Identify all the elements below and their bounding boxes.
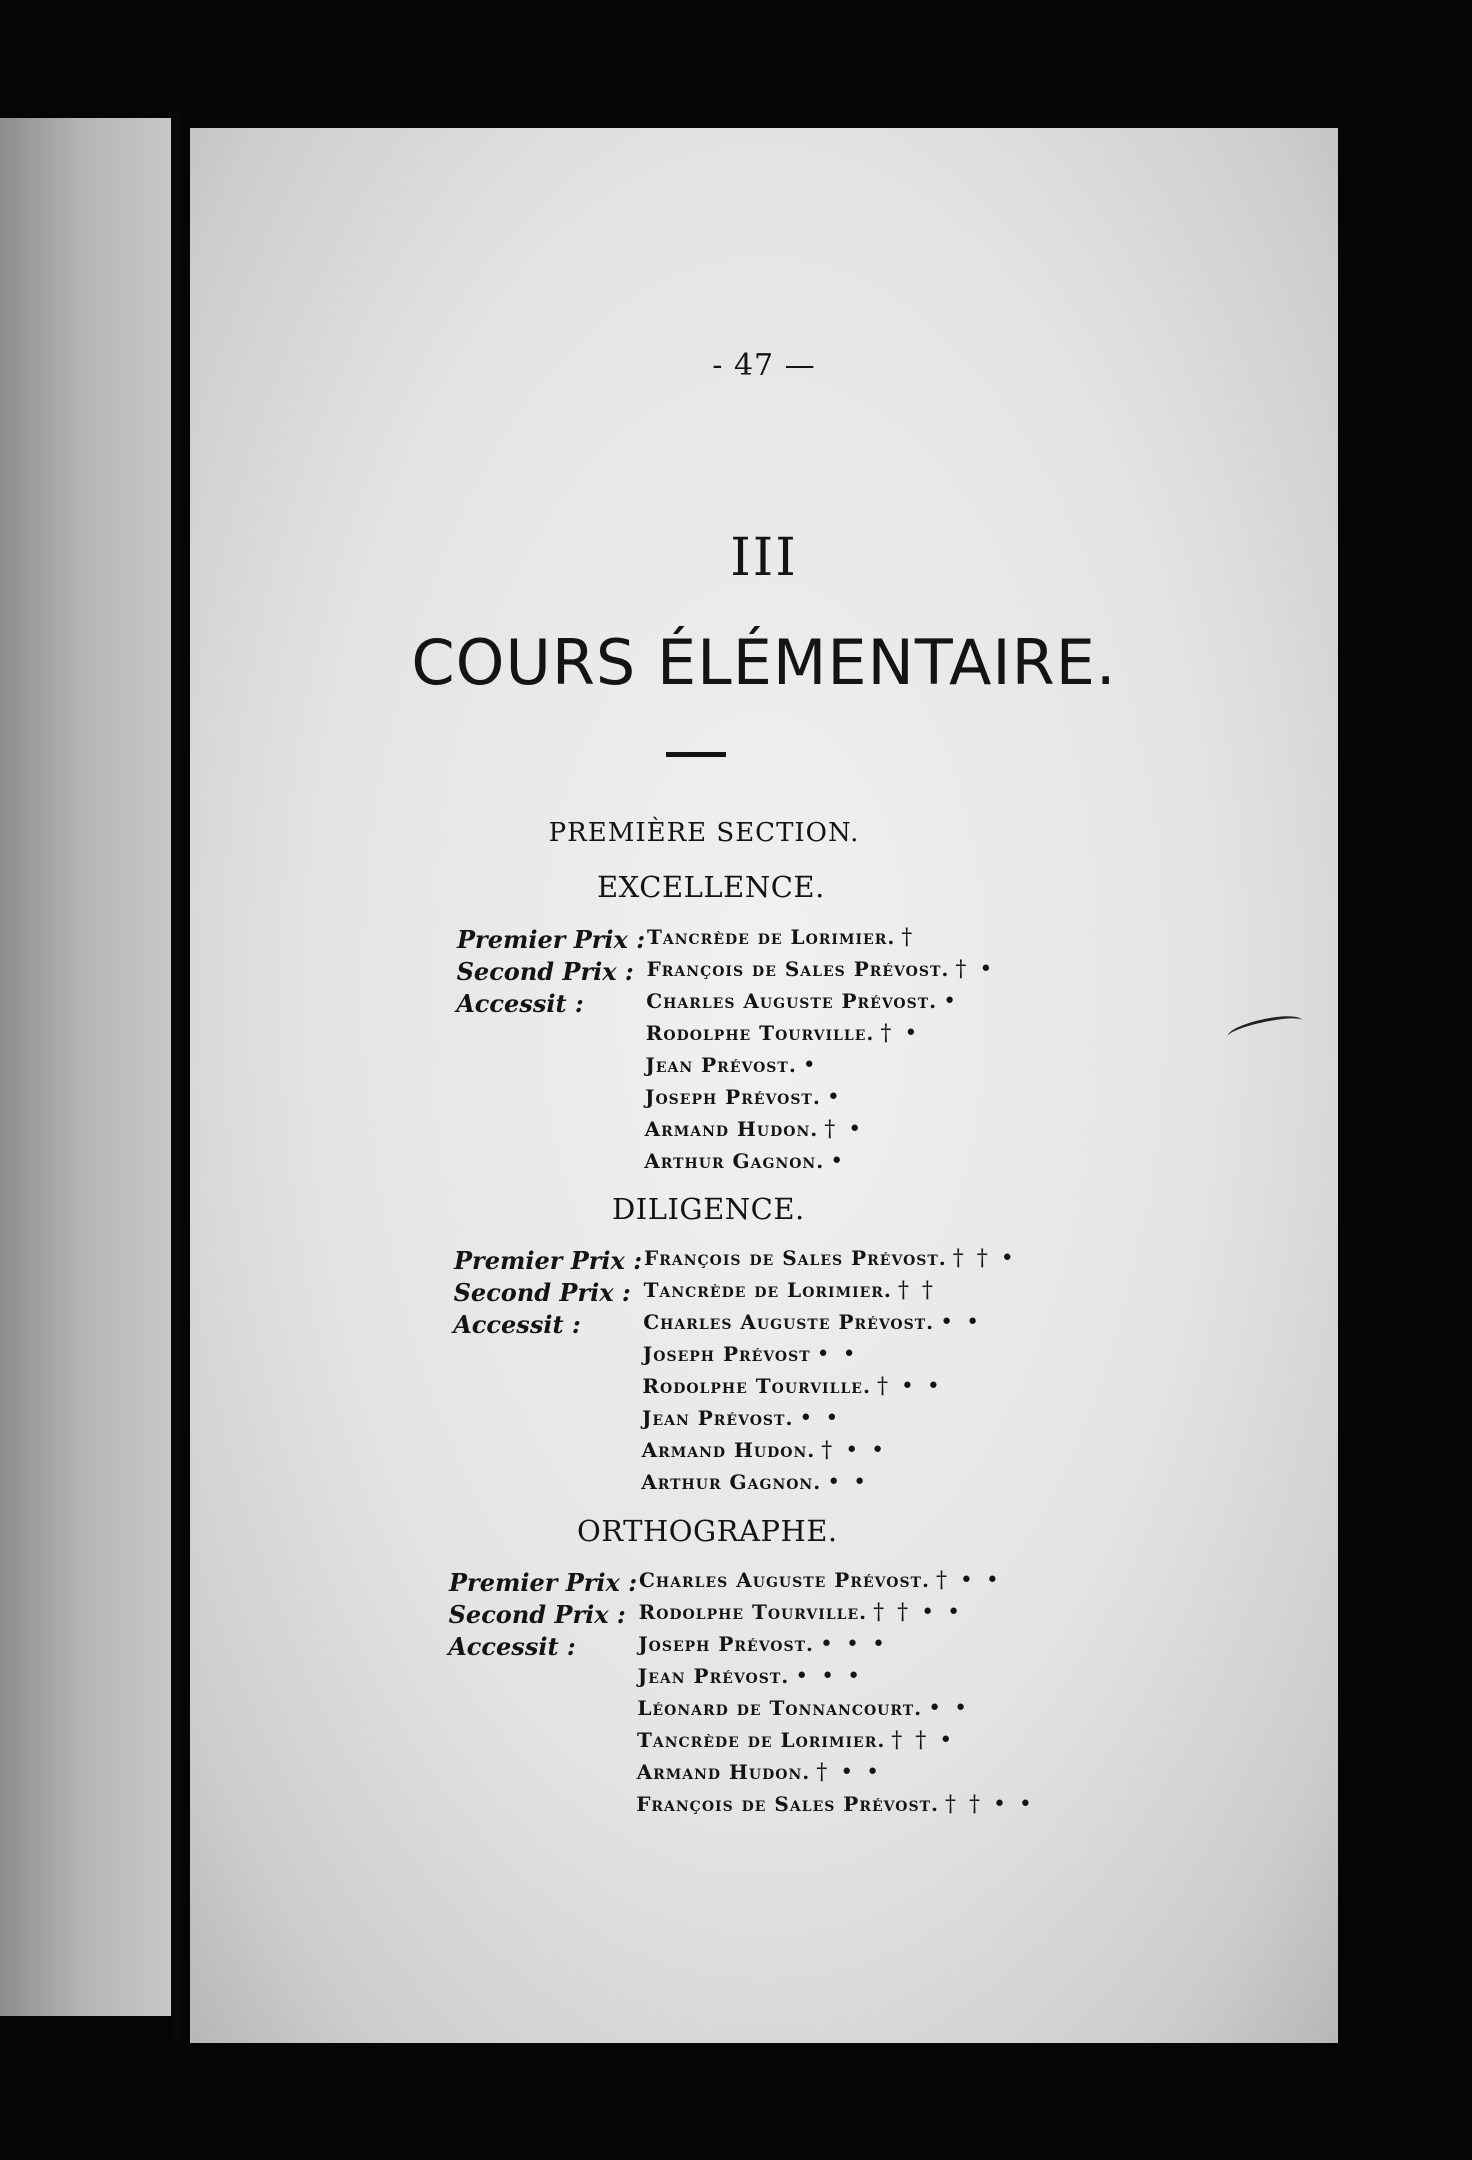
student-name-text: Charles Auguste Prévost.	[643, 1310, 935, 1334]
award-row	[457, 925, 1177, 957]
student-name-text: Arthur Gagnon.	[641, 1470, 822, 1494]
award-row	[448, 1664, 1168, 1696]
facing-page	[0, 118, 178, 2016]
award-row	[457, 957, 1177, 989]
student-name	[642, 1438, 888, 1463]
student-name	[646, 989, 959, 1014]
student-name	[642, 1374, 943, 1399]
student-name-text: Jean Prévost.	[645, 1053, 797, 1077]
distinction-marks: † • •	[816, 1760, 883, 1785]
student-name-text: Arthur Gagnon.	[644, 1149, 825, 1173]
student-name-text: Rodolphe Tourville.	[645, 1021, 875, 1045]
distinction-marks: † • •	[821, 1438, 888, 1463]
student-name-text: Rodolphe Tourville.	[642, 1374, 871, 1398]
award-row	[451, 1470, 1171, 1502]
student-name-text: Joseph Prévost.	[645, 1085, 821, 1109]
student-name-text: Charles Auguste Prévost.	[639, 1568, 930, 1592]
student-name	[639, 1600, 963, 1625]
distinction-marks: † • •	[876, 1374, 943, 1399]
prize-label: Accessit :	[453, 1310, 581, 1339]
distinction-marks: • • •	[795, 1664, 864, 1689]
student-name	[637, 1728, 955, 1753]
student-name	[637, 1760, 883, 1785]
title-divider	[666, 752, 726, 757]
distinction-marks: † † •	[952, 1246, 1017, 1271]
student-name	[646, 1021, 921, 1046]
award-row	[452, 1406, 1172, 1438]
student-name	[644, 1278, 936, 1303]
student-name	[638, 1632, 888, 1657]
award-row	[449, 1600, 1169, 1632]
student-name-text: Jean Prévost.	[637, 1664, 790, 1688]
student-name-text: Joseph Prévost.	[638, 1632, 814, 1656]
student-name	[636, 1792, 1035, 1817]
distinction-marks: †	[901, 925, 916, 950]
award-row	[452, 1374, 1172, 1406]
distinction-marks: • •	[827, 1470, 870, 1495]
student-name-text: Léonard de Tonnancourt.	[637, 1696, 923, 1720]
student-name-text: Charles Auguste Prévost.	[646, 989, 938, 1013]
award-row	[454, 1278, 1174, 1310]
student-name-text: Tancrède de Lorimier.	[643, 1278, 892, 1302]
award-row	[452, 1438, 1172, 1470]
award-row	[453, 1342, 1173, 1374]
student-name-text: François de Sales Prévost.	[646, 957, 950, 981]
category-title: DILIGENCE.	[612, 1192, 805, 1226]
distinction-marks: † †	[897, 1278, 936, 1303]
distinction-marks: † •	[880, 1021, 921, 1046]
award-row	[455, 1117, 1175, 1149]
distinction-marks: † •	[955, 957, 996, 982]
distinction-marks: •	[826, 1085, 843, 1110]
student-name	[644, 1149, 846, 1174]
prize-label: Second Prix :	[456, 957, 634, 986]
student-name	[638, 1664, 863, 1689]
prize-label: Premier Prix :	[449, 1568, 638, 1597]
student-name-text: Armand Hudon.	[641, 1438, 816, 1462]
distinction-marks: • •	[940, 1310, 983, 1335]
distinction-marks: • •	[928, 1696, 971, 1721]
student-name-text: Rodolphe Tourville.	[638, 1600, 868, 1624]
award-row	[454, 1149, 1174, 1181]
distinction-marks: † † •	[891, 1728, 956, 1753]
prize-label: Accessit :	[456, 989, 584, 1018]
page-number: - 47 —	[712, 348, 816, 383]
prize-label: Premier Prix :	[457, 925, 646, 954]
student-name	[645, 1053, 818, 1078]
student-name-text: Armand Hudon.	[644, 1117, 819, 1141]
distinction-marks: • •	[816, 1342, 859, 1367]
prize-label: Second Prix :	[448, 1600, 626, 1629]
prize-label: Accessit :	[448, 1632, 576, 1661]
distinction-marks: •	[830, 1149, 847, 1174]
award-row	[453, 1310, 1173, 1342]
award-row	[455, 1085, 1175, 1117]
section-title: COURS ÉLÉMENTAIRE.	[411, 626, 1117, 699]
award-row	[447, 1760, 1167, 1792]
distinction-marks: •	[943, 989, 960, 1014]
ink-stroke	[1226, 1011, 1304, 1045]
distinction-marks: • • •	[820, 1632, 888, 1657]
student-name	[639, 1568, 1002, 1593]
student-name	[644, 1246, 1017, 1271]
document-page	[190, 128, 1338, 2043]
prize-label: Second Prix :	[453, 1278, 631, 1307]
distinction-marks: • •	[799, 1406, 842, 1431]
student-name-text: Tancrède de Lorimier.	[647, 925, 896, 949]
award-row	[456, 1021, 1176, 1053]
student-name-text: François de Sales Prévost.	[644, 1246, 947, 1270]
student-name-text: Joseph Prévost	[642, 1342, 811, 1366]
category-title: EXCELLENCE.	[597, 870, 825, 904]
student-name	[647, 957, 996, 982]
student-name	[642, 1406, 841, 1431]
distinction-marks: † •	[824, 1117, 865, 1142]
award-row	[454, 1246, 1174, 1278]
student-name	[637, 1696, 970, 1721]
student-name-text: Tancrède de Lorimier.	[637, 1728, 886, 1752]
student-name	[647, 925, 915, 950]
distinction-marks: •	[802, 1053, 819, 1078]
book-gutter	[171, 110, 182, 2040]
student-name	[645, 1085, 843, 1110]
student-name	[643, 1310, 982, 1335]
distinction-marks: † • •	[935, 1568, 1002, 1593]
student-name	[641, 1470, 869, 1495]
subsection-title: PREMIÈRE SECTION.	[548, 818, 860, 848]
award-row	[448, 1632, 1168, 1664]
prize-label: Premier Prix :	[454, 1246, 643, 1275]
award-row	[447, 1728, 1167, 1760]
award-row	[449, 1568, 1169, 1600]
award-row	[446, 1792, 1166, 1824]
student-name-text: Jean Prévost.	[642, 1406, 794, 1430]
student-name-text: Armand Hudon.	[636, 1760, 811, 1784]
section-numeral: III	[730, 528, 798, 588]
distinction-marks: † † • •	[944, 1792, 1035, 1817]
award-row	[456, 989, 1176, 1021]
student-name	[643, 1342, 859, 1367]
distinction-marks: † † • •	[873, 1600, 964, 1625]
student-name-text: François de Sales Prévost.	[636, 1792, 939, 1816]
category-title: ORTHOGRAPHE.	[577, 1514, 838, 1548]
student-name	[645, 1117, 865, 1142]
award-row	[455, 1053, 1175, 1085]
award-row	[447, 1696, 1167, 1728]
